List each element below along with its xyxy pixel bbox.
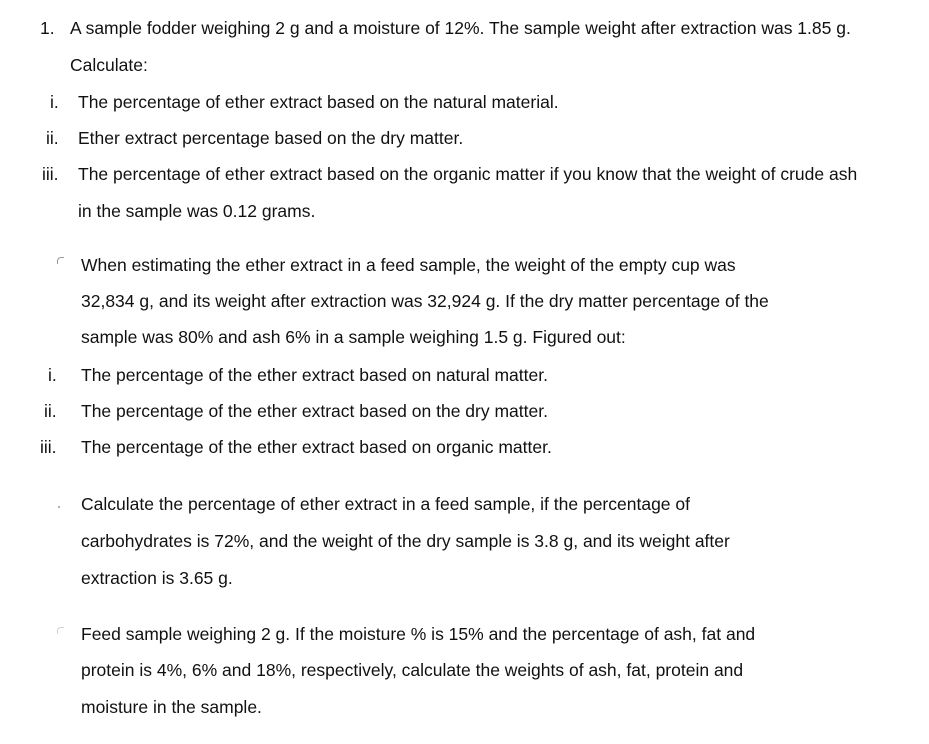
list-marker: ii. bbox=[46, 128, 59, 148]
list-number-remnant bbox=[57, 627, 64, 634]
list-marker: i. bbox=[48, 365, 57, 385]
list-item: The percentage of ether extract based on the organic matter if you know that the weight of crude ash bbox=[78, 164, 858, 184]
question-text: When estimating the ether extract in a feed sample, the weight of the empty cup was bbox=[81, 255, 736, 275]
question-text: protein is 4%, 6% and 18%, respectively, calculate the weights of ash, fat, protein and bbox=[81, 660, 744, 680]
question-text: 32,834 g, and its weight after extraction was 32,924 g. If the dry matter percentage of the bbox=[81, 291, 769, 311]
list-marker: iii. bbox=[40, 437, 57, 457]
question-text: carbohydrates is 72%, and the weight of the dry sample is 3.8 g, and its weight after bbox=[81, 531, 730, 551]
list-number-remnant bbox=[57, 257, 64, 264]
question-text: A sample fodder weighing 2 g and a moisture of 12%. The sample weight after extraction was 1.85 g. bbox=[70, 18, 851, 38]
question-text: sample was 80% and ash 6% in a sample weighing 1.5 g. Figured out: bbox=[81, 327, 626, 347]
question-text: Calculate: bbox=[70, 55, 148, 75]
question-number: 1. bbox=[40, 18, 55, 38]
list-item: The percentage of the ether extract based on the dry matter. bbox=[81, 401, 548, 421]
list-marker: ii. bbox=[44, 401, 57, 421]
list-item: Ether extract percentage based on the dry matter. bbox=[78, 128, 464, 148]
list-marker: i. bbox=[50, 92, 59, 112]
list-item: The percentage of the ether extract based on organic matter. bbox=[81, 437, 552, 457]
list-marker: iii. bbox=[42, 164, 59, 184]
list-item: The percentage of ether extract based on the natural material. bbox=[78, 92, 559, 112]
question-text: moisture in the sample. bbox=[81, 697, 262, 717]
list-number-remnant bbox=[58, 506, 60, 508]
list-item: The percentage of the ether extract based on natural matter. bbox=[81, 365, 548, 385]
question-text: extraction is 3.65 g. bbox=[81, 568, 233, 588]
question-text: Feed sample weighing 2 g. If the moisture % is 15% and the percentage of ash, fat and bbox=[81, 624, 756, 644]
question-text: Calculate the percentage of ether extract in a feed sample, if the percentage of bbox=[81, 494, 690, 514]
list-item-continuation: in the sample was 0.12 grams. bbox=[78, 201, 316, 221]
